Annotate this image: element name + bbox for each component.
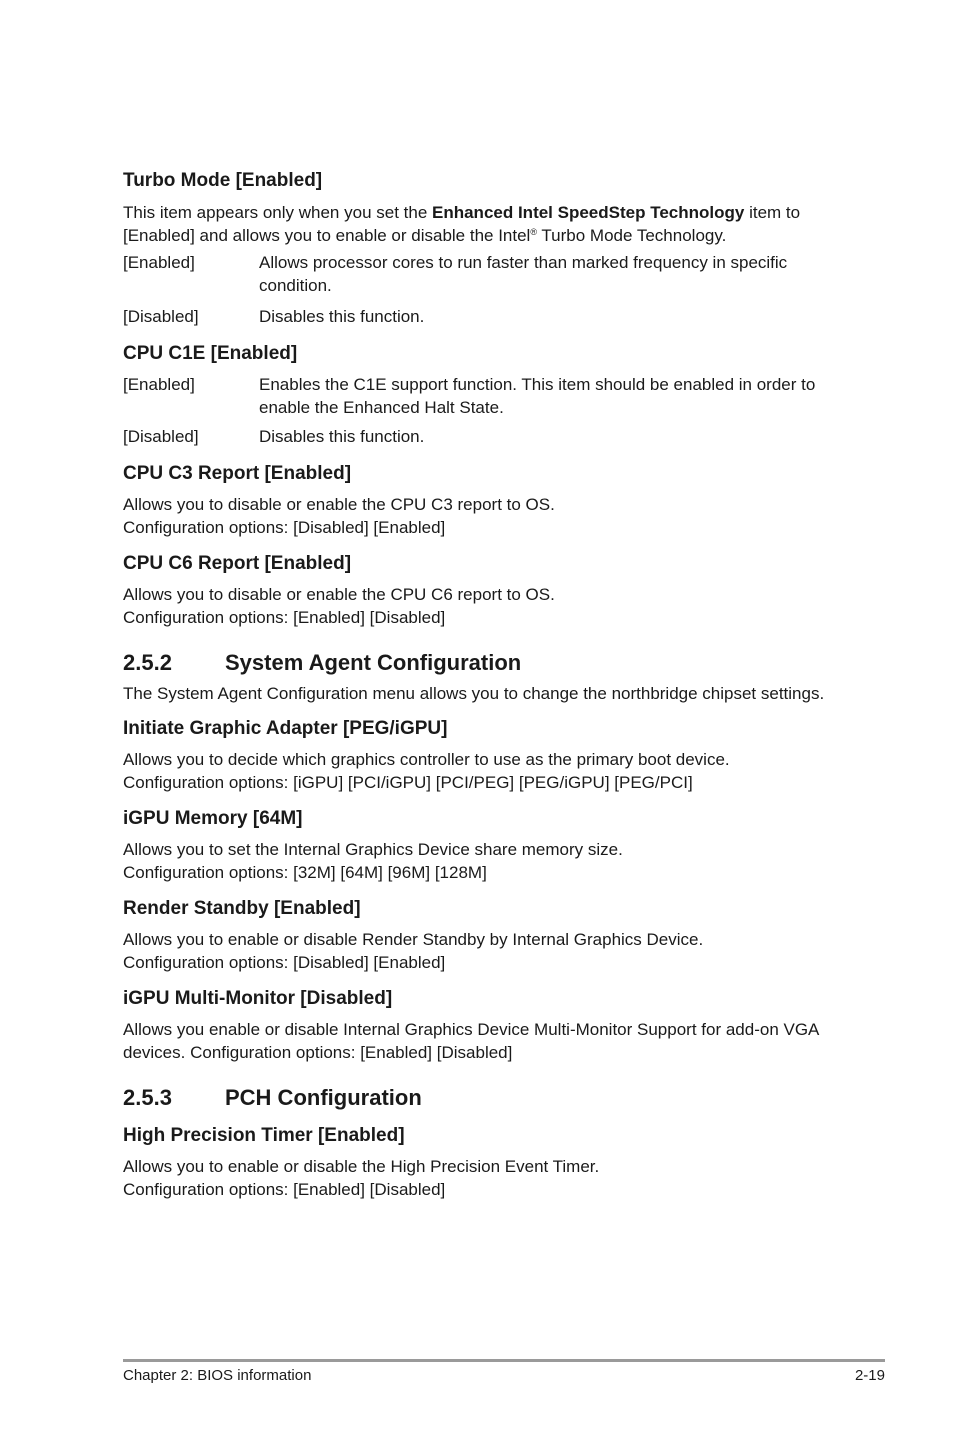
high-precision-timer-options: Configuration options: [Enabled] [Disabled] <box>123 1180 446 1199</box>
section-2-5-3-heading <box>123 1084 837 1112</box>
section-intro: The System Agent Configuration menu allows you to change the northbridge chipset settings. <box>123 684 825 703</box>
option-row <box>123 425 837 448</box>
option-key: [Disabled] <box>123 427 199 446</box>
cpu-c6-options: Configuration options: [Enabled] [Disabled] <box>123 608 446 627</box>
initiate-graphic-adapter-description: Allows you to decide which graphics controller to use as the primary boot device. <box>123 750 730 769</box>
option-row <box>123 373 837 419</box>
render-standby-heading: Render Standby [Enabled] <box>123 898 361 919</box>
footer-divider <box>123 1359 885 1362</box>
option-value: Allows processor cores to run faster than marked frequency in specific condition. <box>259 253 788 295</box>
turbo-mode-heading: Turbo Mode [Enabled] <box>123 170 323 191</box>
cpu-c3-description: Allows you to disable or enable the CPU C3 report to OS. <box>123 495 555 514</box>
section-number: 2.5.2 <box>123 650 172 675</box>
igpu-memory-options: Configuration options: [32M] [64M] [96M] [128M] <box>123 863 487 882</box>
turbo-mode-description: This item appears only when you set the Enhanced Intel SpeedStep Technology item to [Enabled] and allows you to enable or disable the Intel® Turbo Mode Technology. <box>123 203 801 245</box>
igpu-memory-heading: iGPU Memory [64M] <box>123 808 303 829</box>
footer-page-number: 2-19 <box>854 1367 885 1384</box>
option-key: [Disabled] <box>123 307 199 326</box>
cpu-c3-heading: CPU C3 Report [Enabled] <box>123 463 352 484</box>
initiate-graphic-adapter-options: Configuration options: [iGPU] [PCI/iGPU] [PCI/PEG] [PEG/iGPU] [PEG/PCI] <box>123 773 693 792</box>
footer-chapter-label: Chapter 2: BIOS information <box>123 1367 312 1384</box>
cpu-c1e-heading: CPU C1E [Enabled] <box>123 343 298 364</box>
option-value: Enables the C1E support function. This item should be enabled in order to enable the Enhanced Halt State. <box>259 375 816 417</box>
render-standby-options: Configuration options: [Disabled] [Enabled] <box>123 953 446 972</box>
igpu-memory-description: Allows you to set the Internal Graphics Device share memory size. <box>123 840 623 859</box>
registered-mark: ® <box>530 227 537 237</box>
option-row <box>123 305 837 328</box>
option-row <box>123 251 837 297</box>
option-value: Disables this function. <box>259 427 425 446</box>
section-number: 2.5.3 <box>123 1085 172 1110</box>
high-precision-timer-description: Allows you to enable or disable the High Precision Event Timer. <box>123 1157 600 1176</box>
initiate-graphic-adapter-heading: Initiate Graphic Adapter [PEG/iGPU] <box>123 718 448 739</box>
render-standby-description: Allows you to enable or disable Render Standby by Internal Graphics Device. <box>123 930 704 949</box>
cpu-c6-heading: CPU C6 Report [Enabled] <box>123 553 352 574</box>
cpu-c6-description: Allows you to disable or enable the CPU C6 report to OS. <box>123 585 555 604</box>
igpu-multi-monitor-description: Allows you enable or disable Internal Graphics Device Multi-Monitor Support for add-on VGA devices. Configuration options: [Enabled] [Disabled] <box>123 1020 819 1062</box>
igpu-multi-monitor-heading: iGPU Multi-Monitor [Disabled] <box>123 988 393 1009</box>
page-content <box>123 169 837 1201</box>
section-title: PCH Configuration <box>225 1085 422 1110</box>
section-2-5-2-heading <box>123 649 837 677</box>
speedstep-term: Enhanced Intel SpeedStep Technology <box>432 203 745 222</box>
option-key: [Enabled] <box>123 375 195 394</box>
option-key: [Enabled] <box>123 253 195 272</box>
high-precision-timer-heading: High Precision Timer [Enabled] <box>123 1125 405 1146</box>
option-value: Disables this function. <box>259 307 425 326</box>
section-title: System Agent Configuration <box>225 650 522 675</box>
cpu-c3-options: Configuration options: [Disabled] [Enabled] <box>123 518 446 537</box>
